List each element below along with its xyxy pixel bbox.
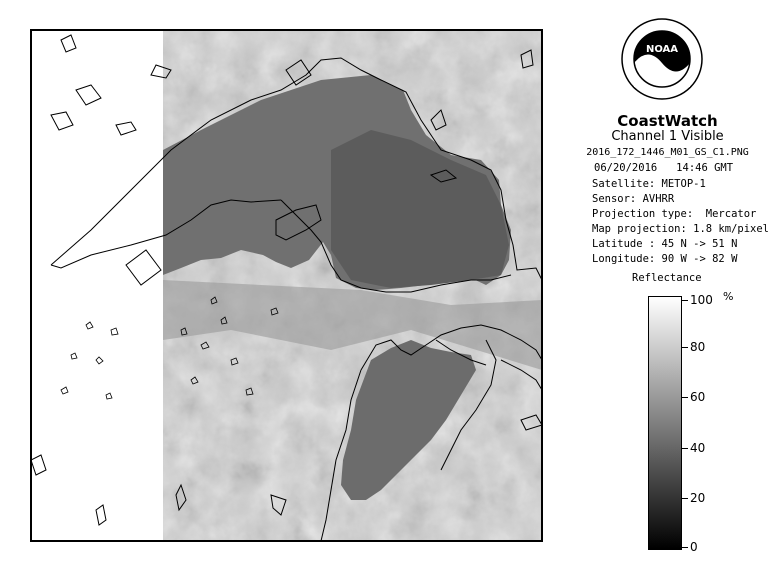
- tick-mark: [682, 300, 688, 301]
- tick-mark: [682, 498, 688, 499]
- map-image: [31, 30, 542, 541]
- noaa-logo-icon: [621, 18, 703, 100]
- datetime: 06/20/2016 14:46 GMT: [594, 162, 734, 174]
- tick-label: 40: [690, 441, 706, 455]
- projection-type: Projection type: Mercator: [592, 208, 757, 220]
- legend-title: Reflectance: [632, 272, 702, 284]
- longitude: Longitude: 90 W -> 82 W: [592, 253, 738, 265]
- tick-mark: [682, 448, 688, 449]
- filename: 2016_172_1446_M01_GS_C1.PNG: [586, 147, 749, 158]
- tick-label: 80: [690, 340, 706, 354]
- logo-text: NOAA: [645, 44, 679, 55]
- tick-mark: [682, 347, 688, 348]
- tick-label: 100: [690, 293, 713, 307]
- legend-unit: %: [723, 290, 734, 303]
- no-data-region: [31, 30, 163, 541]
- channel-title: Channel 1 Visible: [611, 129, 724, 144]
- latitude: Latitude : 45 N -> 51 N: [592, 238, 738, 250]
- tick-mark: [682, 547, 688, 548]
- tick-label: 60: [690, 390, 706, 404]
- tick-mark: [682, 397, 688, 398]
- tick-label: 0: [690, 540, 698, 554]
- tick-label: 20: [690, 491, 706, 505]
- sensor: Sensor: AVHRR: [592, 193, 675, 205]
- brand-title: CoastWatch: [617, 112, 718, 130]
- colorbar: [648, 296, 682, 550]
- satellite: Satellite: METOP-1: [592, 178, 706, 190]
- satellite-map: [30, 29, 543, 542]
- map-projection: Map projection: 1.8 km/pixel: [592, 223, 770, 235]
